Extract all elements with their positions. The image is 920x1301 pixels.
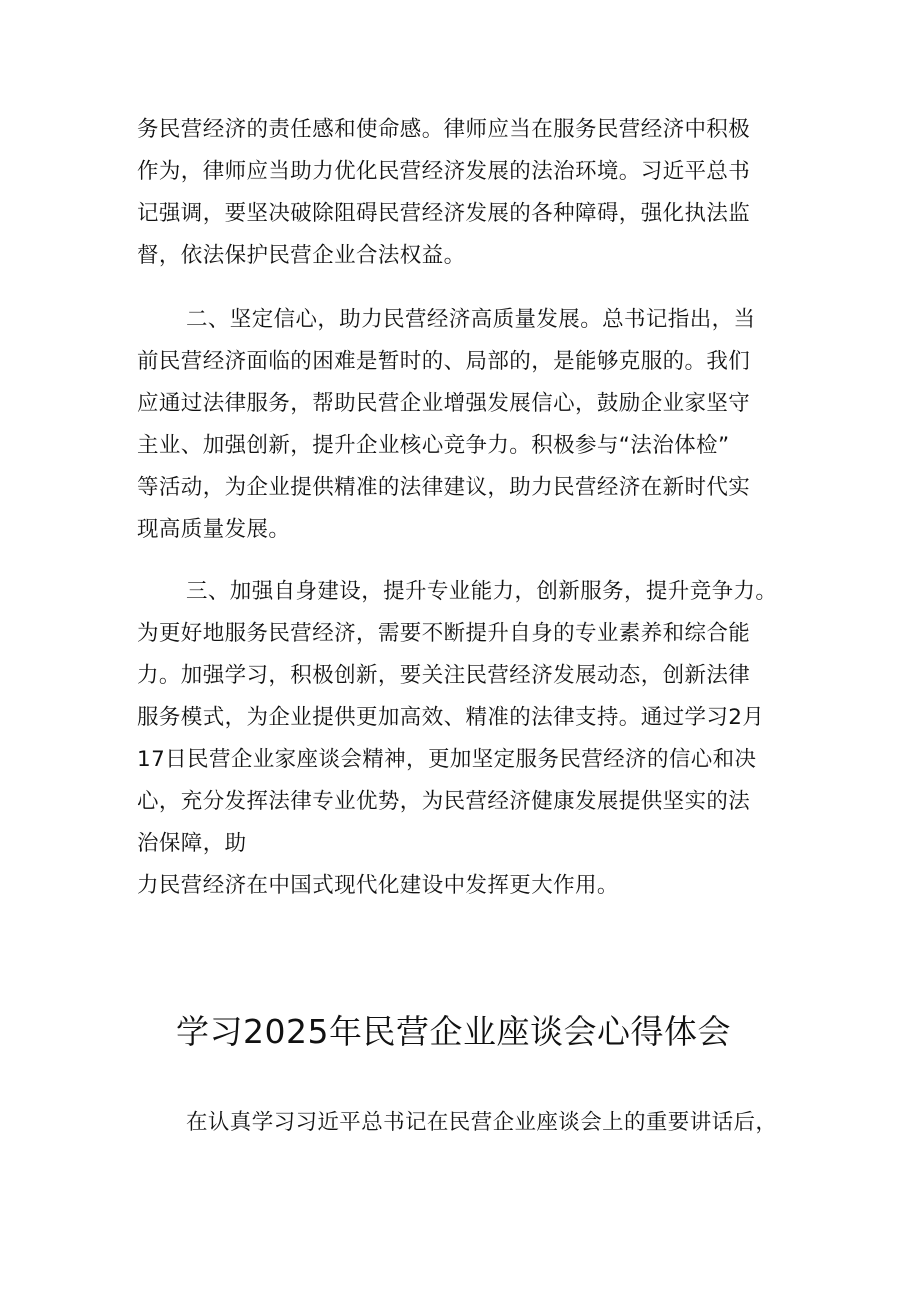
body-line-2: 作为，律师应当助力优化民营经济发展的法治环境。习近平总书: [137, 159, 751, 184]
body-line-16: 心，充分发挥法律专业优势，为民营经济健康发展提供坚实的法: [137, 789, 751, 814]
body-line-9: 等活动，为企业提供精准的法律建议，助力民营经济在新时代实: [137, 475, 751, 500]
body-line-13: 力。加强学习，积极创新，要关注民营经济发展动态，创新法律: [137, 663, 751, 688]
paragraph-2-start: 二、坚定信心，助力民营经济高质量发展。总书记指出，当: [186, 307, 756, 332]
body-line-1: 务民营经济的责任感和使命感。律师应当在服务民营经济中积极: [137, 117, 751, 142]
body-line-10: 现高质量发展。: [137, 517, 291, 542]
body-line-7: 应通过法律服务，帮助民营企业增强发展信心，鼓励企业家坚守: [137, 391, 751, 416]
body-line-12: 为更好地服务民营经济，需要不断提升自身的专业素养和综合能: [137, 621, 751, 646]
body-line-14: 服务模式，为企业提供更加高效、精准的法律支持。通过学习2月: [137, 705, 765, 730]
paragraph-3-start: 三、加强自身建设，提升专业能力，创新服务，提升竞争力。: [186, 579, 778, 604]
section-title: 学习2025年民营企业座谈会心得体会: [176, 1012, 731, 1051]
body-line-15: 17日民营企业家座谈会精神，更加坚定服务民营经济的信心和决: [137, 747, 757, 772]
body-line-3: 记强调，要坚决破除阻碍民营经济发展的各种障碍，强化执法监: [137, 201, 751, 226]
body-line-18: 力民营经济在中国式现代化建设中发挥更大作用。: [137, 873, 619, 898]
body-line-17: 治保障，助: [137, 831, 247, 856]
body-line-6: 前民营经济面临的困难是暂时的、局部的，是能够克服的。我们: [137, 349, 751, 374]
body-line-4: 督，依法保护民营企业合法权益。: [137, 243, 466, 268]
body-line-8: 主业、加强创新，提升企业核心竞争力。积极参与“法治体检”: [137, 433, 730, 458]
intro-paragraph-line: 在认真学习习近平总书记在民营企业座谈会上的重要讲话后，: [186, 1110, 778, 1135]
